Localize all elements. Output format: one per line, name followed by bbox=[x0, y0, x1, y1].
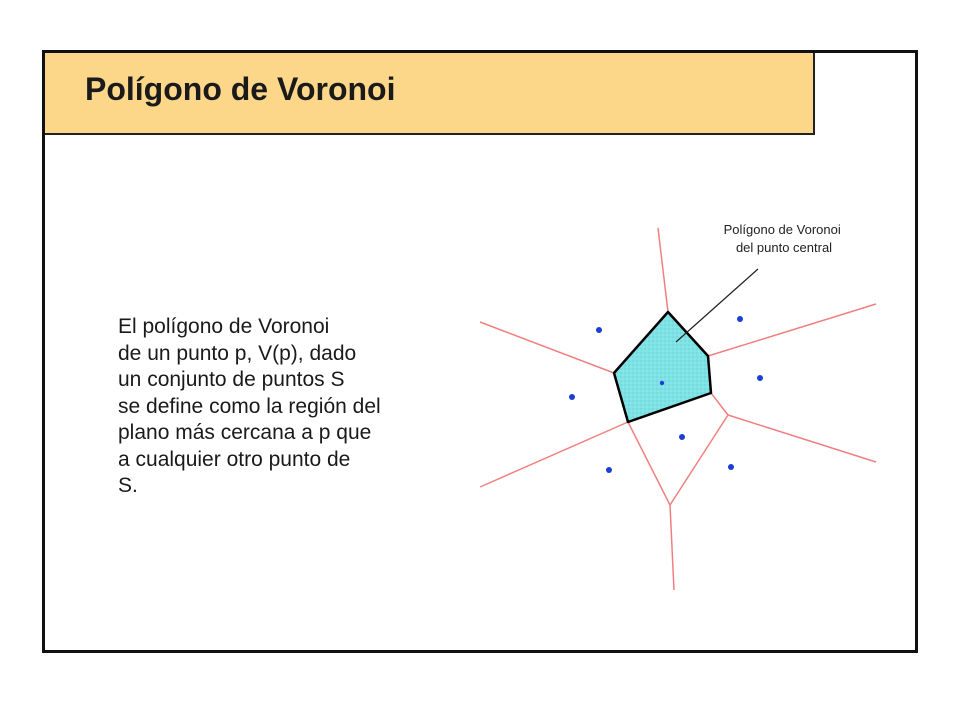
voronoi-edge bbox=[480, 322, 614, 373]
definition-line-5: plano más cercana a p que bbox=[118, 421, 372, 444]
definition-line-4: se define como la región del bbox=[118, 394, 381, 418]
voronoi-edges bbox=[480, 228, 876, 590]
central-voronoi-cell bbox=[614, 312, 711, 422]
site-point bbox=[679, 434, 685, 440]
site-point bbox=[569, 394, 575, 400]
definition-line-2: de un punto p, V(p), dado bbox=[118, 341, 357, 365]
voronoi-edge bbox=[480, 422, 628, 487]
definition-line-1: El polígono de Voronoi bbox=[118, 315, 330, 338]
voronoi-edge bbox=[728, 415, 876, 462]
site-point bbox=[596, 327, 602, 333]
voronoi-edge bbox=[711, 393, 728, 415]
callout-line-1: Polígono de Voronoi bbox=[723, 222, 841, 237]
voronoi-edge bbox=[708, 304, 876, 356]
callout-line-2: del punto central bbox=[735, 240, 833, 255]
callout-leader-line bbox=[676, 269, 758, 342]
site-point bbox=[728, 464, 734, 470]
definition-line-7: S. bbox=[118, 474, 138, 497]
central-site-point bbox=[660, 381, 664, 385]
definition-line-6: a cualquier otro punto de bbox=[118, 447, 351, 471]
voronoi-edge bbox=[628, 422, 670, 505]
definition-line-3: un conjunto de puntos S bbox=[118, 368, 345, 391]
site-point bbox=[737, 316, 743, 322]
site-point bbox=[757, 375, 763, 381]
callout-label bbox=[724, 222, 845, 255]
site-point bbox=[606, 467, 612, 473]
voronoi-edge bbox=[658, 228, 668, 312]
voronoi-edge bbox=[670, 415, 728, 505]
slide-title: Polígono de Voronoi bbox=[85, 71, 396, 107]
voronoi-edge bbox=[670, 505, 674, 590]
